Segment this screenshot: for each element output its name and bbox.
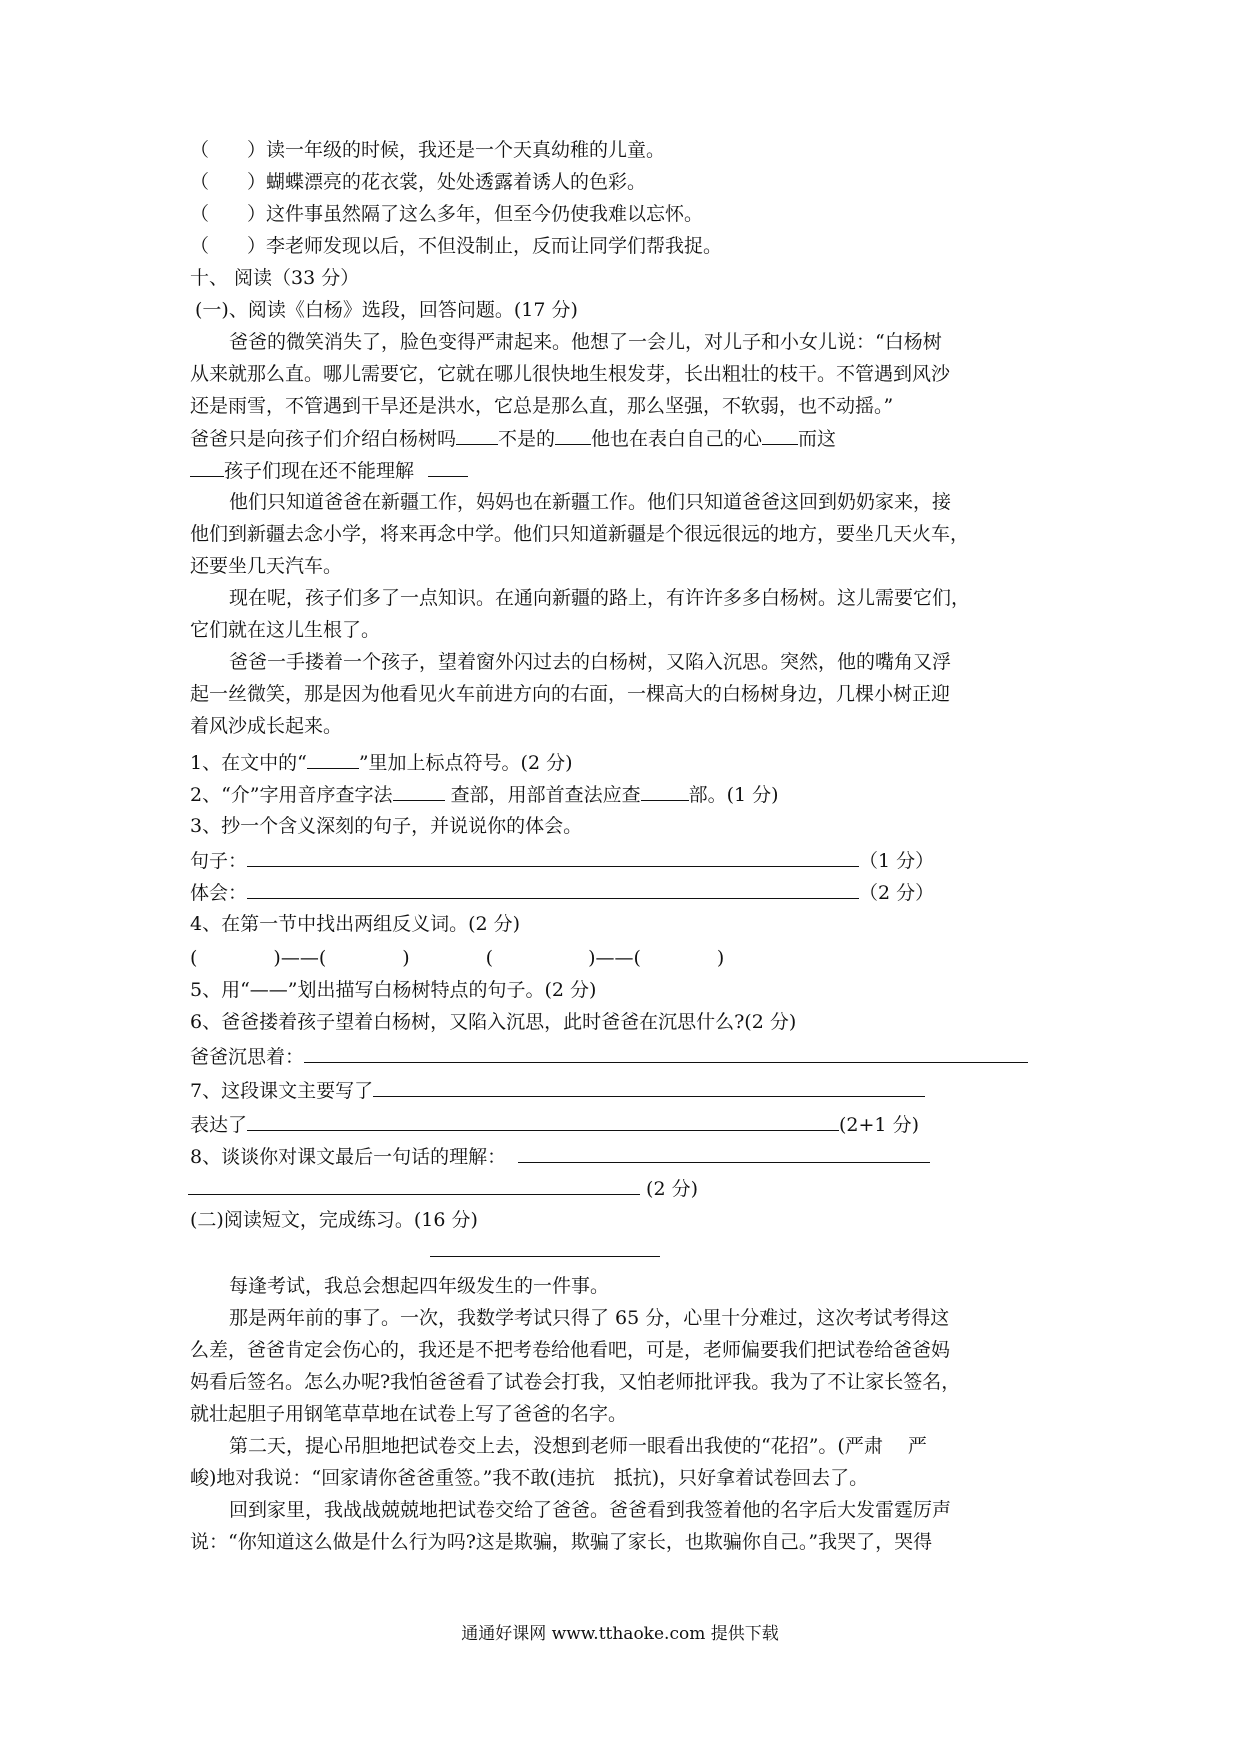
answer-blank[interactable] bbox=[307, 748, 359, 769]
punctuation-blank[interactable] bbox=[190, 456, 224, 477]
answer-blank[interactable] bbox=[641, 780, 689, 801]
story-line: 妈看后签名。怎么办呢?我怕爸爸看了试卷会打我，又怕老师批评我。我为了不让家长签名， bbox=[190, 1371, 961, 1393]
question-3-sentence: 句子： （1 分） bbox=[190, 846, 934, 875]
passage-line: 还要坐几天汽车。 bbox=[190, 555, 343, 577]
passage-line: 爸爸一手搂着一个孩子，望着窗外闪过去的白杨树，又陷入沉思。突然，他的嘴角又浮 bbox=[229, 651, 952, 673]
punctuation-blank[interactable] bbox=[428, 456, 468, 477]
punctuation-line: 爸爸只是向孩子们介绍白杨树吗 不是的 他也在表白自己的心 而这 bbox=[190, 424, 836, 453]
page-footer: 通通好课网 www.tthaoke.com 提供下载 bbox=[461, 1624, 779, 1644]
story-line: 那是两年前的事了。一次，我数学考试只得了 65 分，心里十分难过，这次考试考得这 bbox=[229, 1307, 950, 1329]
story-line: 么差，爸爸肯定会伤心的，我还是不把考卷给他看吧，可是，老师偏要我们把试卷给爸爸妈 bbox=[190, 1339, 951, 1361]
story-line: 就壮起胆子用钢笔草草地在试卷上写了爸爸的名字。 bbox=[190, 1403, 628, 1425]
answer-blank[interactable] bbox=[393, 780, 445, 801]
judge-item: （ ）这件事虽然隔了这么多年，但至今仍使我难以忘怀。 bbox=[190, 203, 704, 225]
part-two-title: (二)阅读短文，完成练习。(16 分) bbox=[190, 1209, 478, 1231]
passage-line: 它们就在这儿生根了。 bbox=[190, 619, 381, 641]
question-3: 3、抄一个含义深刻的句子，并说说你的体会。 bbox=[190, 815, 583, 837]
answer-line[interactable] bbox=[304, 1042, 1028, 1063]
question-6-answer: 爸爸沉思着： bbox=[190, 1042, 1028, 1071]
passage-line: 还是雨雪，不管遇到干旱还是洪水，它总是那么直，那么坚强，不软弱，也不动摇。” bbox=[190, 395, 894, 417]
question-5: 5、用“——”划出描写白杨树特点的句子。(2 分) bbox=[190, 979, 597, 1001]
section-ten-title: 十、 阅读（33 分） bbox=[190, 267, 360, 289]
question-6: 6、爸爸搂着孩子望着白杨树，又陷入沉思，此时爸爸在沉思什么?(2 分) bbox=[190, 1011, 797, 1033]
answer-line[interactable] bbox=[518, 1142, 930, 1163]
punctuation-blank[interactable] bbox=[555, 424, 591, 445]
question-4: 4、在第一节中找出两组反义词。(2 分) bbox=[190, 913, 521, 935]
judge-item: （ ）读一年级的时候，我还是一个天真幼稚的儿童。 bbox=[190, 139, 666, 161]
judge-item: （ ）李老师发现以后，不但没制止，反而让同学们帮我捉。 bbox=[190, 235, 723, 257]
judge-item: （ ）蝴蝶漂亮的花衣裳，处处透露着诱人的色彩。 bbox=[190, 171, 647, 193]
answer-line[interactable] bbox=[373, 1076, 925, 1097]
answer-line[interactable] bbox=[247, 846, 859, 867]
passage-line: 着风沙成长起来。 bbox=[190, 715, 343, 737]
story-line: 每逢考试，我总会想起四年级发生的一件事。 bbox=[229, 1275, 610, 1297]
passage-line: 起一丝微笑，那是因为他看见火车前进方向的右面，一棵高大的白杨树身边，几棵小树正迎 bbox=[190, 683, 951, 705]
title-blank[interactable] bbox=[430, 1236, 660, 1265]
part-one-title: (一)、阅读《白杨》选段，回答问题。(17 分) bbox=[195, 299, 578, 321]
story-line: 回到家里，我战战兢兢地把试卷交给了爸爸。爸爸看到我签着他的名字后大发雷霆厉声 bbox=[229, 1499, 952, 1521]
question-7: 7、这段课文主要写了 bbox=[190, 1076, 925, 1105]
question-2: 2、“介”字用音序查字法 查部，用部首查法应查 部。(1 分) bbox=[190, 780, 779, 809]
punctuation-blank[interactable] bbox=[762, 424, 798, 445]
passage-line: 从来就那么直。哪儿需要它，它就在哪儿很快地生根发芽，长出粗壮的枝干。不管遇到风沙 bbox=[190, 363, 951, 385]
answer-line[interactable] bbox=[247, 878, 859, 899]
story-line: 说：“你知道这么做是什么行为吗?这是欺骗，欺骗了家长，也欺骗你自己。”我哭了，哭得 bbox=[190, 1531, 933, 1553]
question-8-continued: (2 分) bbox=[188, 1174, 698, 1203]
passage-line: 他们到新疆去念小学，将来再念中学。他们只知道新疆是个很远很远的地方，要坐几天火车， bbox=[190, 523, 970, 545]
answer-line[interactable] bbox=[188, 1174, 640, 1195]
answer-line[interactable] bbox=[247, 1110, 839, 1131]
question-4-blanks[interactable]: ( )——( ) ( )——( ) bbox=[190, 947, 725, 969]
question-1: 1、在文中的“ ”里加上标点符号。(2 分) bbox=[190, 748, 572, 777]
story-line: 第二天，提心吊胆地把试卷交上去，没想到老师一眼看出我使的“花招”。(严肃 严 bbox=[229, 1435, 927, 1457]
passage-line: 现在呢，孩子们多了一点知识。在通向新疆的路上，有许许多多白杨树。这儿需要它们， bbox=[229, 587, 971, 609]
answer-line[interactable] bbox=[430, 1236, 660, 1257]
question-3-feeling: 体会： （2 分） bbox=[190, 878, 934, 907]
question-7-expression: 表达了 (2+1 分) bbox=[190, 1110, 919, 1139]
punctuation-blank[interactable] bbox=[456, 424, 498, 445]
question-8: 8、谈谈你对课文最后一句话的理解： bbox=[190, 1142, 930, 1171]
passage-line: 他们只知道爸爸在新疆工作，妈妈也在新疆工作。他们只知道爸爸这回到奶奶家来，接 bbox=[229, 491, 952, 513]
passage-line: 爸爸的微笑消失了，脸色变得严肃起来。他想了一会儿，对儿子和小女儿说：“白杨树 bbox=[229, 331, 942, 353]
story-line: 峻)地对我说：“回家请你爸爸重签。”我不敢(违抗 抵抗)，只好拿着试卷回去了。 bbox=[190, 1467, 869, 1489]
punctuation-line: 孩子们现在还不能理解 bbox=[190, 456, 468, 485]
